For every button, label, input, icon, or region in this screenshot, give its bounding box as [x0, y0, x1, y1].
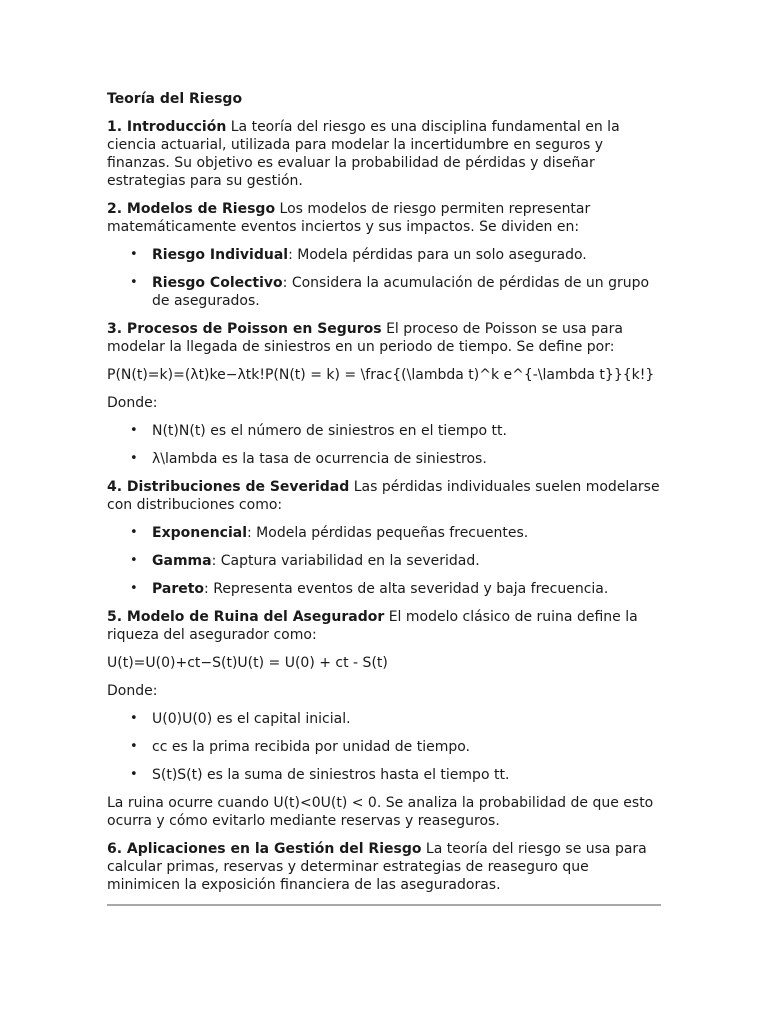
- section-heading: 1. Introducción: [107, 119, 227, 135]
- section-text: Los modelos de riesgo permiten representar matemáticamente eventos inciertos y sus impactos. Se dividen en:: [107, 201, 591, 235]
- list-item: [152, 580, 663, 598]
- horizontal-divider: [107, 904, 661, 906]
- bullet-list: [107, 524, 663, 598]
- list-item: [152, 552, 663, 570]
- section-text: El modelo clásico de ruina define la riqueza del asegurador como:: [107, 609, 638, 643]
- formula-poisson: P(N(t)=k)=(λt)ke−λtk!P(N(t) = k) = \frac{(\lambda t)^k e^{-\lambda t}}{k!}: [107, 367, 655, 383]
- list-item-term: Gamma: [152, 553, 212, 569]
- list-item-text: : Considera la acumulación de pérdidas de un grupo de asegurados.: [152, 275, 650, 309]
- list-item: [152, 246, 663, 264]
- list-item: • U(0)U(0) es el capital inicial.: [152, 710, 663, 728]
- list-item-text: : Modela pérdidas para un solo asegurado.: [288, 247, 587, 263]
- document-title: Teoría del Riesgo: [107, 91, 243, 107]
- section-modelo-de-ruina: [107, 608, 663, 644]
- list-item: • λ\lambda es la tasa de ocurrencia de siniestros.: [152, 450, 663, 468]
- section-aplicaciones: [107, 840, 663, 894]
- list-item-text: : Captura variabilidad en la severidad.: [211, 553, 480, 569]
- section-text: Las pérdidas individuales suelen modelarse con distribuciones como:: [107, 479, 660, 513]
- list-item: • cc es la prima recibida por unidad de tiempo.: [152, 738, 663, 756]
- section-heading: 2. Modelos de Riesgo: [107, 201, 276, 217]
- list-item-term: Exponencial: [152, 525, 248, 541]
- donde-label: Donde:: [107, 683, 158, 699]
- section-modelos-de-riesgo: [107, 200, 663, 236]
- bullet-list: [107, 246, 663, 310]
- section-text: La teoría del riesgo es una disciplina fundamental en la ciencia actuarial, utilizada para modelar la incertidumbre en seguros y finanzas. Su objetivo es evaluar la probabilidad de pérdidas y diseñar estrategias para su gestión.: [107, 119, 620, 189]
- list-item: [152, 524, 663, 542]
- list-item: • N(t)N(t) es el número de siniestros en el tiempo tt.: [152, 422, 663, 440]
- list-item-term: Riesgo Colectivo: [152, 275, 283, 291]
- section-heading: 6. Aplicaciones en la Gestión del Riesgo: [107, 841, 422, 857]
- document-body: [107, 90, 663, 906]
- list-item: • S(t)S(t) es la suma de siniestros hasta el tiempo tt.: [152, 766, 663, 784]
- donde-label: Donde:: [107, 395, 158, 411]
- section-distribuciones-de-severidad: [107, 478, 663, 514]
- list-item-text: : Representa eventos de alta severidad y baja frecuencia.: [204, 581, 609, 597]
- list-item-term: Riesgo Individual: [152, 247, 289, 263]
- formula-ruina: U(t)=U(0)+ct−S(t)U(t) = U(0) + ct - S(t): [107, 655, 388, 671]
- section-heading: 4. Distribuciones de Severidad: [107, 479, 350, 495]
- bullet-list: [107, 710, 663, 784]
- section-text: La teoría del riesgo se usa para calcular primas, reservas y determinar estrategias de reaseguro que minimicen la exposición financiera de las aseguradoras.: [107, 841, 647, 893]
- list-item-term: Pareto: [152, 581, 205, 597]
- section-heading: 3. Procesos de Poisson en Seguros: [107, 321, 382, 337]
- section-heading: 5. Modelo de Ruina del Asegurador: [107, 609, 385, 625]
- bullet-list: [107, 422, 663, 468]
- list-item-text: : Modela pérdidas pequeñas frecuentes.: [247, 525, 529, 541]
- ruina-closing-paragraph: La ruina ocurre cuando U(t)<0U(t) < 0. Se analiza la probabilidad de que esto ocurra y cómo evitarlo mediante reservas y reaseguros.: [107, 795, 654, 829]
- list-item: [152, 274, 663, 310]
- section-introduccion: [107, 118, 663, 190]
- section-procesos-de-poisson: [107, 320, 663, 356]
- section-text: El proceso de Poisson se usa para modelar la llegada de siniestros en un periodo de tiempo. Se define por:: [107, 321, 623, 355]
